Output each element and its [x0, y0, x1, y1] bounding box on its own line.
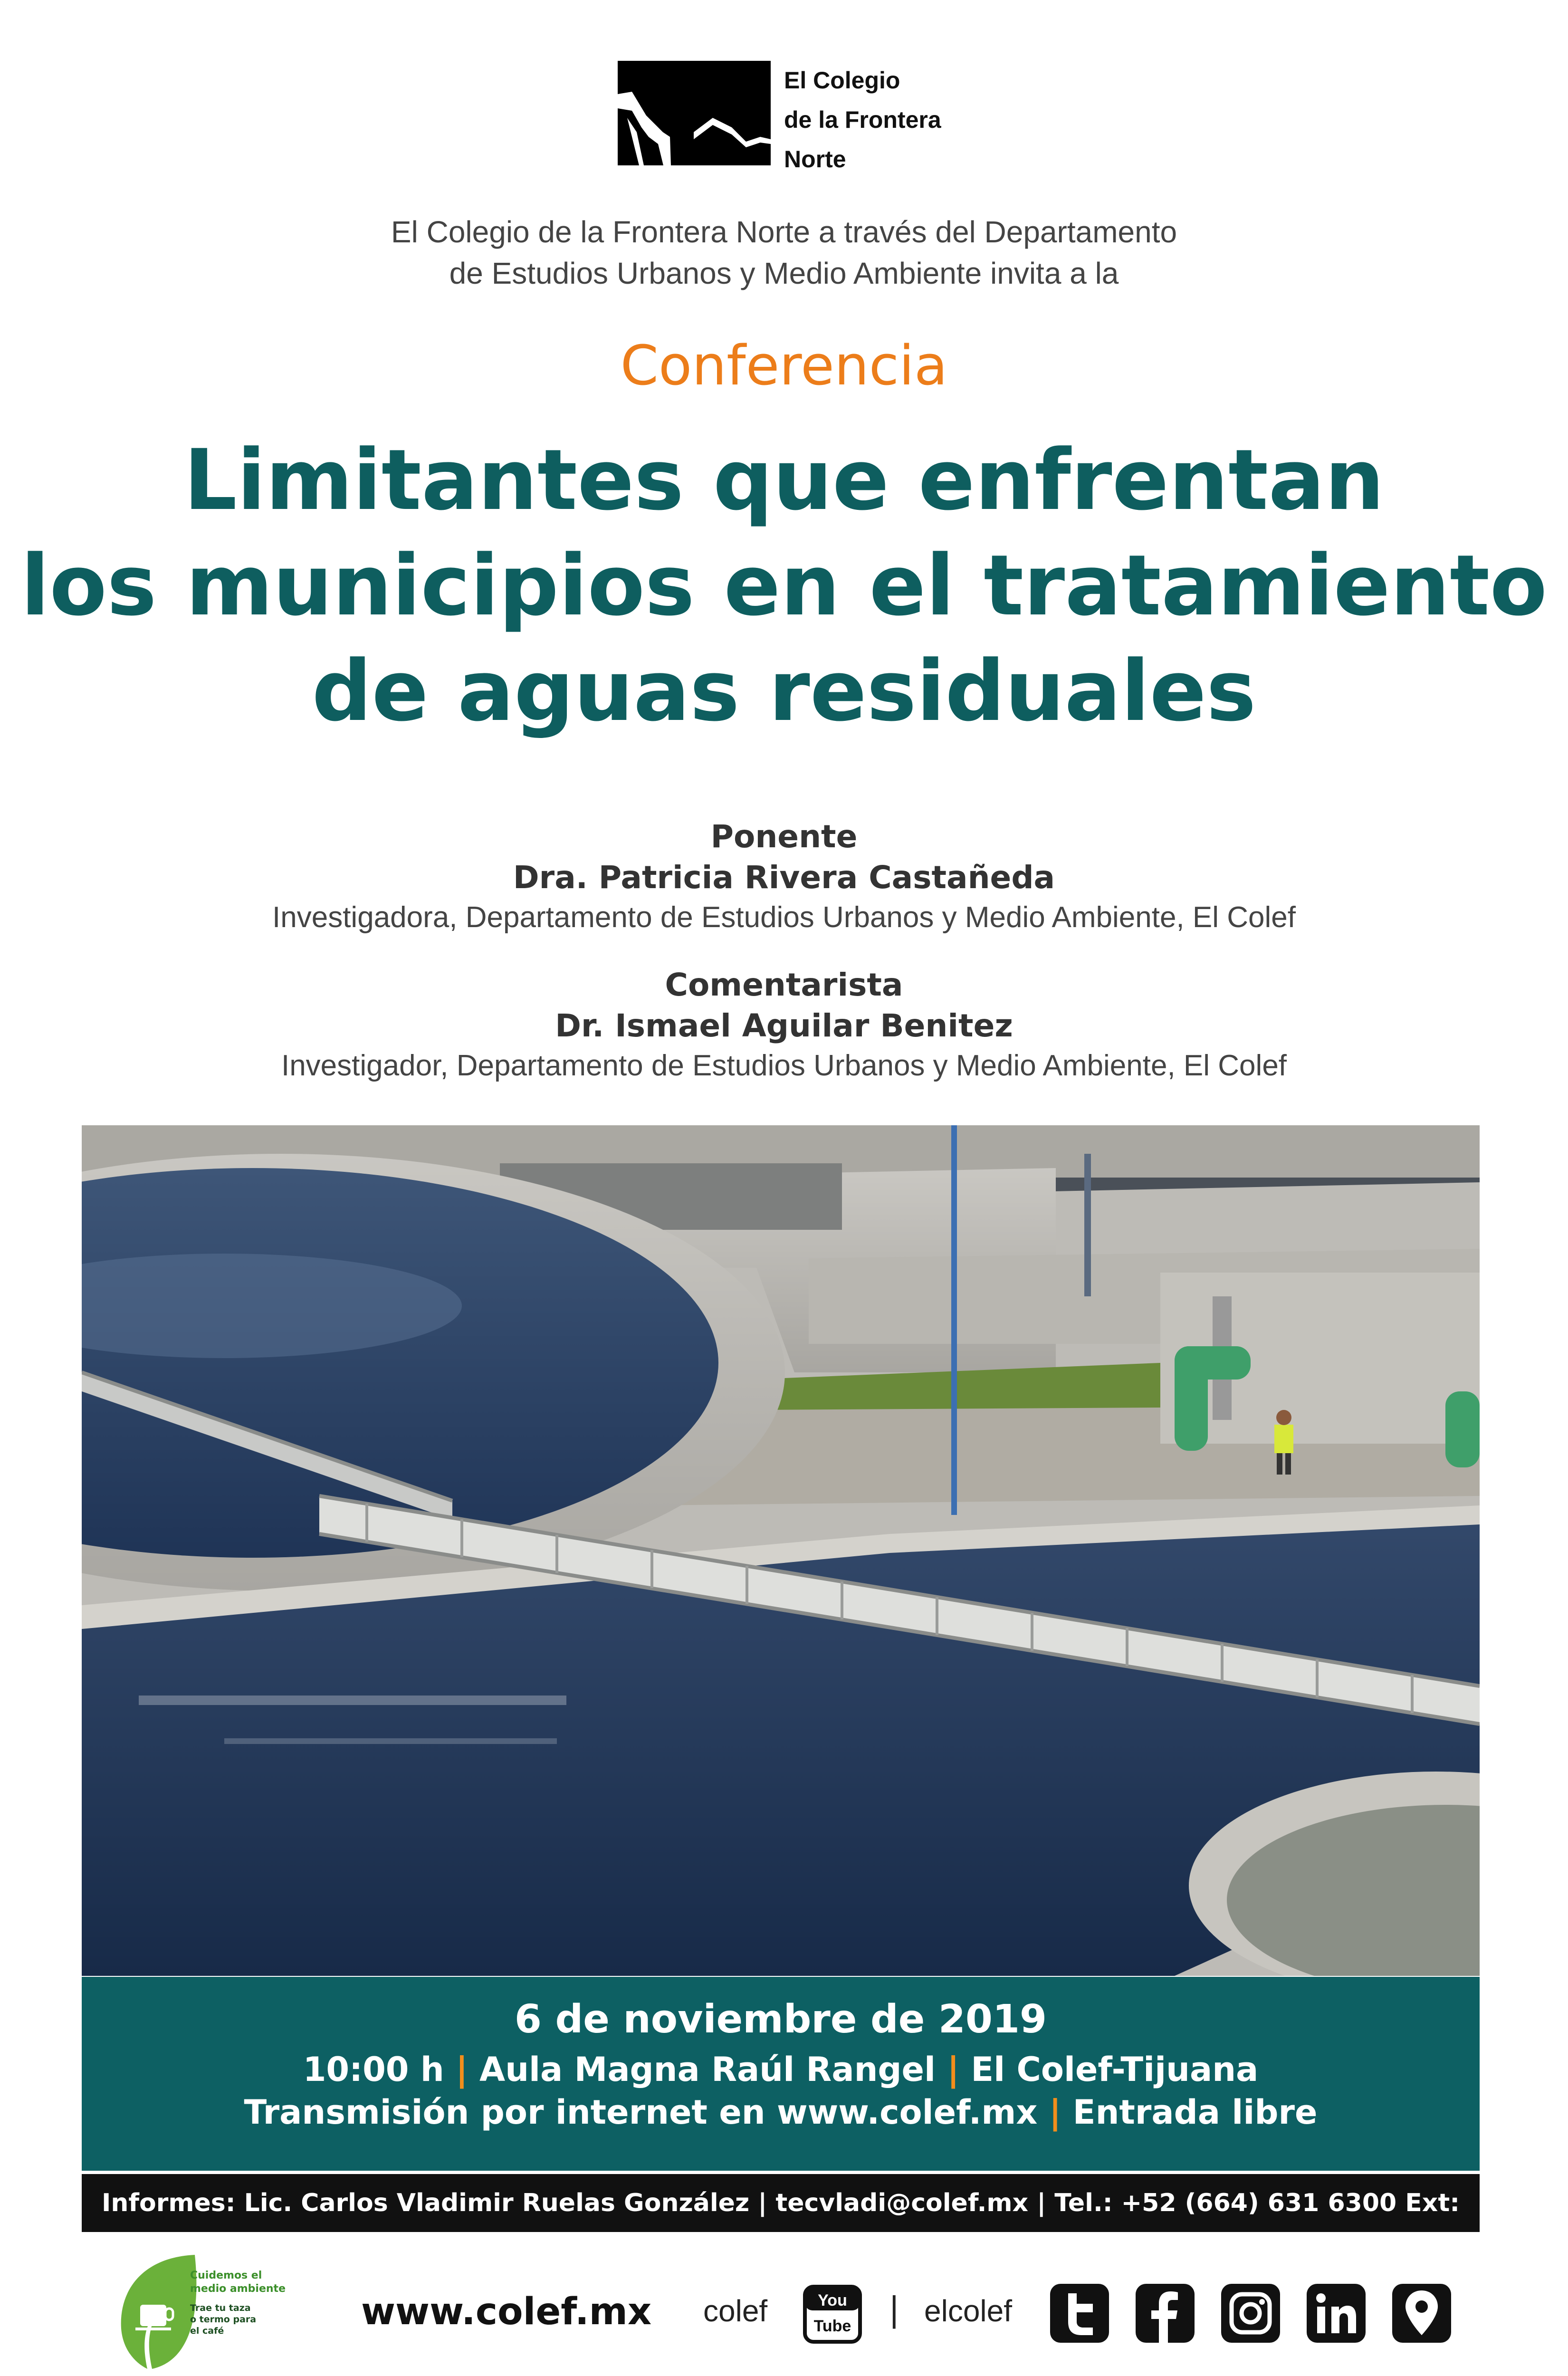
comentarista-block	[0, 965, 1568, 1085]
event-details-line	[82, 2048, 1480, 2091]
youtube-icon-bottom: Tube	[813, 2317, 851, 2335]
event-date: 6 de noviembre de 2019	[514, 1997, 1047, 2042]
ponente-affiliation: Investigadora, Departamento de Estudios Urbanos y Medio Ambiente, El Colef	[272, 901, 1296, 934]
logo-mountain-icon	[618, 61, 771, 165]
location-icon[interactable]	[1392, 2284, 1451, 2343]
separator: |	[456, 2050, 468, 2089]
title-line-1: Limitantes que enfrentan	[183, 431, 1385, 529]
event-type-label: Conferencia	[620, 334, 948, 398]
linkedin-icon[interactable]	[1307, 2284, 1366, 2343]
separator: |	[1049, 2093, 1061, 2132]
water-treatment-photo	[82, 1125, 1480, 1976]
colef-logo	[618, 61, 950, 172]
intro-text	[0, 211, 1568, 294]
ponente-name: Dra. Patricia Rivera Castañeda	[513, 859, 1055, 896]
contact-band	[82, 2174, 1480, 2275]
title-line-2: los municipios en el tratamiento	[20, 537, 1548, 634]
comentarista-affiliation: Investigador, Departamento de Estudios Urbanos y Medio Ambiente, El Colef	[281, 1049, 1287, 1082]
ponente-role: Ponente	[710, 818, 858, 855]
logo-text: El Colegio de la Frontera Norte	[784, 67, 941, 172]
separator: |	[947, 2050, 959, 2089]
comentarista-role: Comentarista	[665, 967, 903, 1003]
eco-title: Cuidemos el medio ambiente	[190, 2270, 286, 2295]
event-campus: El Colef-Tijuana	[971, 2050, 1259, 2089]
website-link[interactable]: www.colef.mx	[361, 2290, 652, 2333]
youtube-handle: colef	[703, 2294, 768, 2328]
youtube-icon-top: You	[818, 2291, 847, 2309]
ponente-block	[0, 816, 1568, 937]
conference-title	[0, 428, 1568, 744]
youtube-icon[interactable]	[803, 2285, 862, 2344]
twitter-icon[interactable]	[1050, 2284, 1109, 2343]
event-entry: Entrada libre	[1072, 2093, 1318, 2132]
comentarista-name: Dr. Ismael Aguilar Benitez	[555, 1007, 1013, 1044]
title-line-3: de aguas residuales	[312, 642, 1256, 740]
contact-info: Informes: Lic. Carlos Vladimir Ruelas González | tecvladi@colef.mx | Tel.: +52 (664) 631 6300 Ext: 1323	[101, 2189, 1460, 2275]
social-handle: elcolef	[924, 2294, 1012, 2328]
event-venue: Aula Magna Raúl Rangel	[479, 2050, 936, 2089]
eco-subtitle: Trae tu taza o termo para el café	[190, 2303, 257, 2336]
facebook-icon[interactable]	[1136, 2284, 1195, 2343]
handle-separator: |	[889, 2290, 900, 2329]
event-stream-line	[82, 2091, 1480, 2134]
event-time: 10:00 h	[303, 2050, 444, 2089]
event-stream: Transmisión por internet en www.colef.mx	[244, 2093, 1038, 2132]
event-info-band	[82, 1977, 1480, 2171]
intro-line-1: El Colegio de la Frontera Norte a través del Departamento	[391, 215, 1177, 249]
instagram-icon[interactable]	[1221, 2284, 1280, 2343]
intro-line-2: de Estudios Urbanos y Medio Ambiente invita a la	[449, 256, 1119, 290]
